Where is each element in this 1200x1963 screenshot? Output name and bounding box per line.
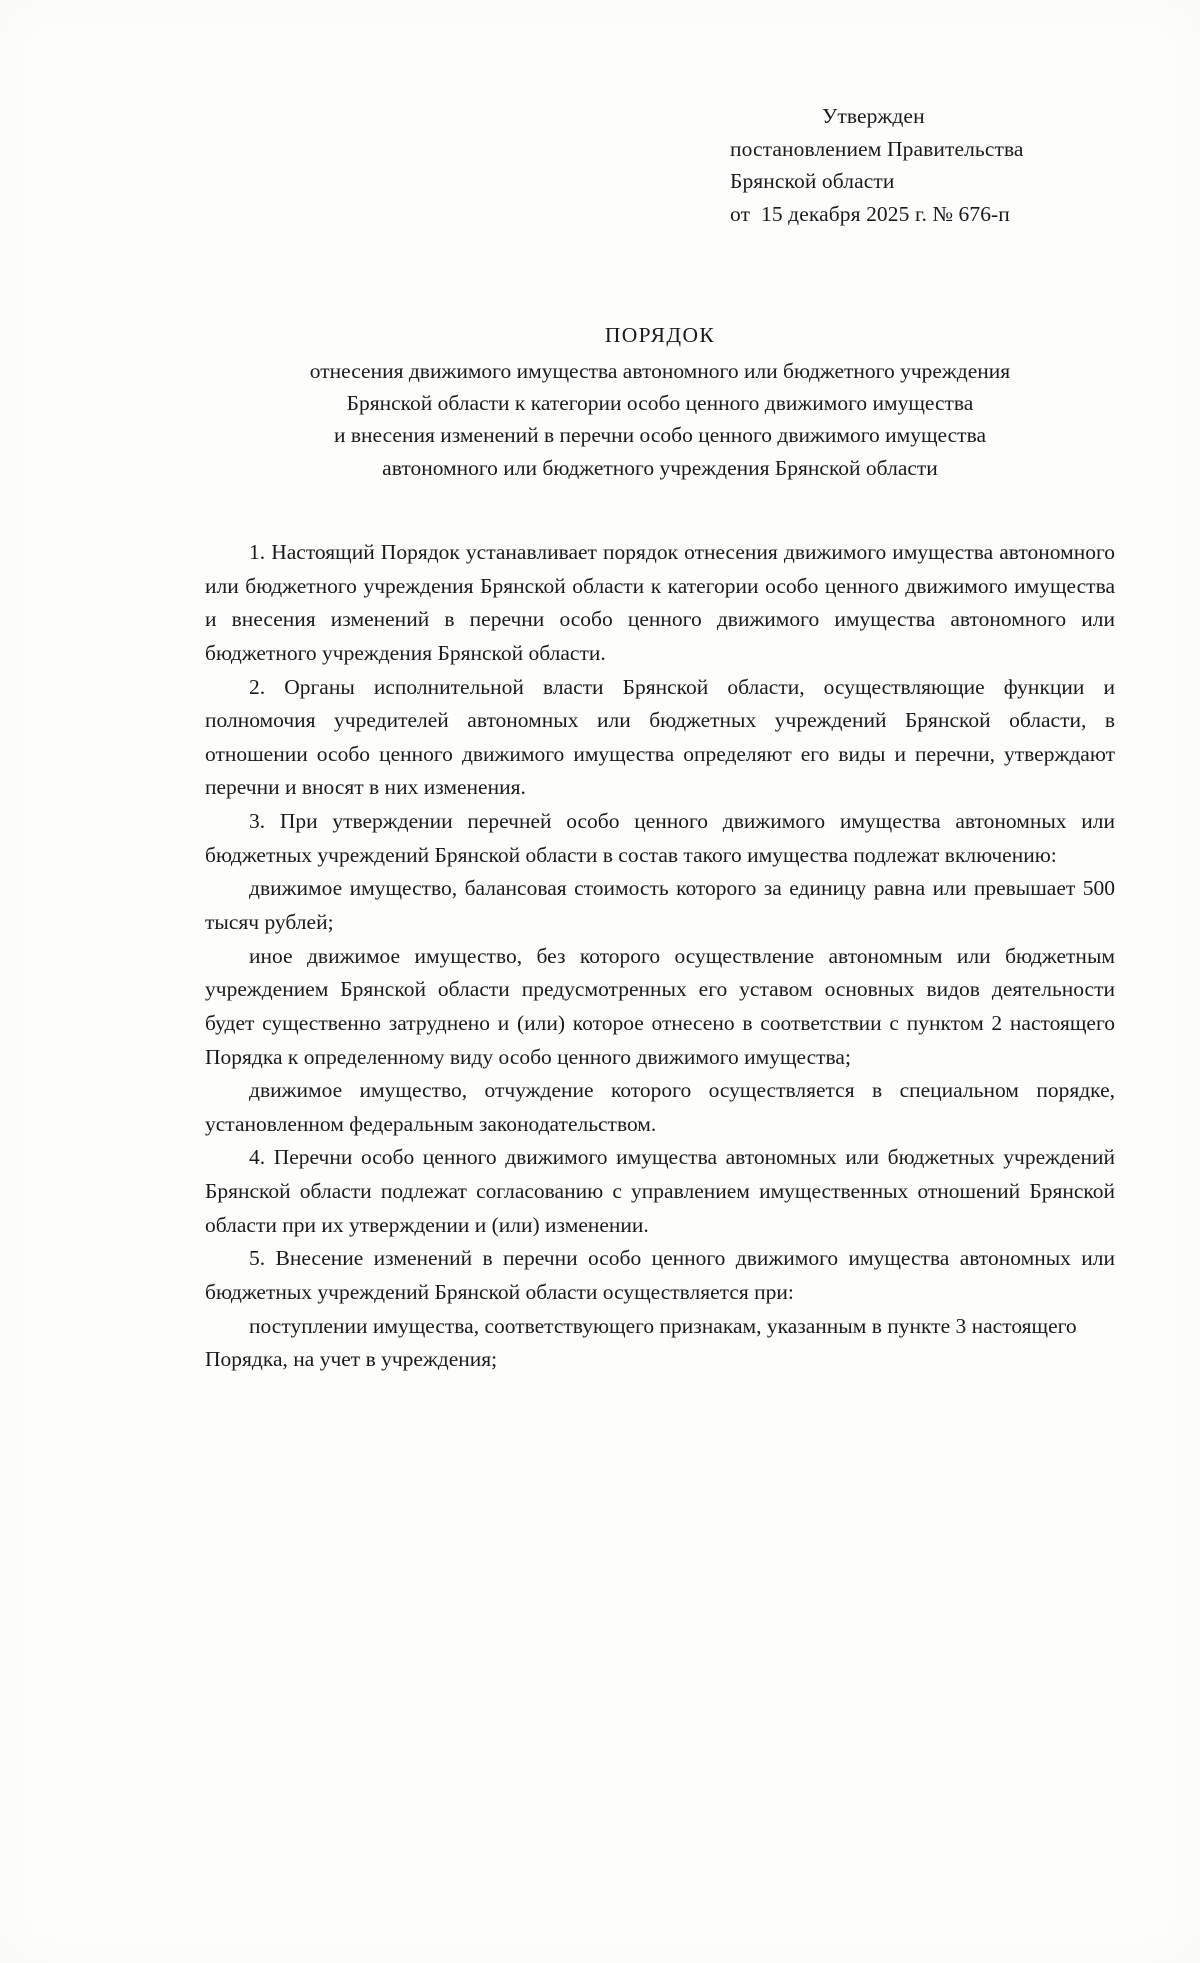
paragraph-6: движимое имущество, отчуждение которого осуществляется в специальном порядке, установленном федеральным законодательством. xyxy=(205,1078,1115,1136)
page-title: ПОРЯДОК xyxy=(604,322,716,347)
paragraph-2: 2. Органы исполнительной власти Брянской области, осуществляющие функции и полномочия учредителей автономных или бюджетных учреждений Брянской области, в отношении особо ценного движимого имущества определяют его виды и перечни, утверждают перечни и вносят в них изменения. xyxy=(205,674,1115,800)
paragraph-8: 5. Внесение изменений в перечни особо ценного движимого имущества автономных или бюджетных учреждений Брянской области осуществляется при: xyxy=(205,1246,1115,1305)
paragraph-7: 4. Перечни особо ценного движимого имущества автономных или бюджетных учреждений Брянской области подлежат согласованию с управлением имущественных отношений Брянской области при их утверждении и (или) изменении. xyxy=(205,1145,1115,1237)
approval-line-3: Брянской области xyxy=(730,169,895,194)
approval-line-1: Утвержден xyxy=(822,104,925,128)
paragraph-9: поступлении имущества, соответствующего признакам, указанным в пункте 3 настоящего Порядка, на учет в учреждения; xyxy=(205,1313,1077,1372)
subtitle-line-1: отнесения движимого имущества автономного или бюджетного учреждения xyxy=(309,358,1011,383)
approval-line-2: постановлением Правительства xyxy=(730,136,1024,161)
title-block xyxy=(205,319,1115,484)
approval-block xyxy=(730,100,1115,231)
subtitle-line-2: Брянской области к категории особо ценного движимого имущества xyxy=(346,391,974,416)
subtitle-line-3: и внесения изменений в перечни особо ценного движимого имущества xyxy=(334,423,986,448)
approval-line-4: от 15 декабря 2025 г. № 676-п xyxy=(730,202,1010,227)
paragraph-4: движимое имущество, балансовая стоимость которого за единицу равна или превышает 500 тысяч рублей; xyxy=(205,876,1115,934)
paragraph-3: 3. При утверждении перечней особо ценного движимого имущества автономных или бюджетных учреждений Брянской области в состав такого имущества подлежат включению: xyxy=(205,809,1115,867)
paragraph-5: иное движимое имущество, без которого осуществление автономным или бюджетным учреждением Брянской области предусмотренных его уставом основных видов деятельности будет существенно затруднено и (или) которое отнесено в соответствии с пунктом 2 настоящего Порядка к определенному виду особо ценного движимого имущества; xyxy=(205,943,1115,1069)
subtitle-line-4: автономного или бюджетного учреждения Брянской области xyxy=(382,455,938,480)
document-content xyxy=(205,100,1115,1377)
body-text xyxy=(205,536,1115,1377)
paragraph-1: 1. Настоящий Порядок устанавливает порядок отнесения движимого имущества автономного или бюджетного учреждения Брянской области к категории особо ценного движимого имущества и внесения изменений в перечни особо ценного движимого имущества автономного или бюджетного учреждения Брянской области. xyxy=(205,539,1115,665)
